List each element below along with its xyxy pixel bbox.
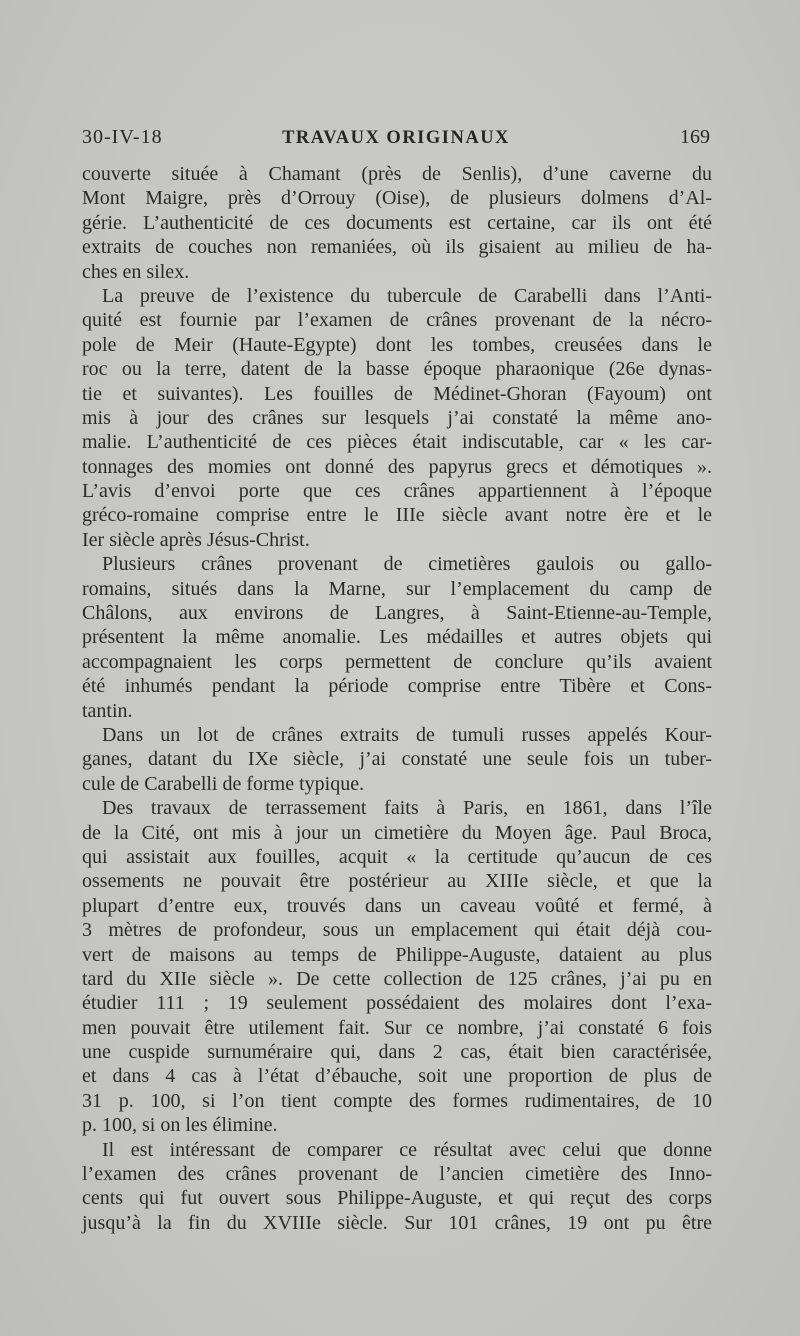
text-line: une cuspide surnuméraire qui, dans 2 cas, était bien caractérisée,	[82, 1041, 712, 1064]
text-line: p. 100, si on les élimine.	[82, 1114, 278, 1137]
text-line: quité est fournie par l’examen de crânes provenant de la nécro-	[82, 309, 712, 332]
text-line: couverte située à Chamant (près de Senlis), d’une caverne du	[82, 163, 712, 185]
text-line: gréco-romaine comprise entre le IIIe siècle avant notre ère et le	[82, 504, 712, 527]
text-line: étudier 111 ; 19 seulement possédaient des molaires dont l’exa-	[82, 992, 712, 1015]
text-line: plupart d’entre eux, trouvés dans un caveau voûté et fermé, à	[82, 894, 712, 917]
text-line: extraits de couches non remaniées, où ils gisaient au milieu de ha-	[82, 236, 712, 259]
text-line: Il est intéressant de comparer ce résultat avec celui que donne	[102, 1138, 712, 1161]
text-line: malie. L’authenticité de ces pièces était indiscutable, car « les car-	[82, 431, 712, 454]
header-section-title: TRAVAUX ORIGINAUX	[282, 128, 510, 148]
text-line: qui assistait aux fouilles, acquit « la certitude qu’aucun de ces	[82, 845, 712, 868]
page-number: 169	[680, 126, 710, 148]
text-line: cents qui fut ouvert sous Philippe-Auguste, et qui reçut des corps	[82, 1187, 712, 1210]
text-line: tard du XIIe siècle ». De cette collection de 125 crânes, j’ai pu en	[82, 967, 712, 990]
text-line: Châlons, aux environs de Langres, à Saint-Etienne-au-Temple,	[82, 602, 712, 625]
text-line: men pouvait être utilement fait. Sur ce nombre, j’ai constaté 6 fois	[82, 1016, 712, 1039]
text-line: roc ou la terre, datent de la basse époque pharaonique (26e dynas-	[82, 358, 712, 381]
running-header	[82, 126, 710, 156]
text-line: présentent la même anomalie. Les médailles et autres objets qui	[82, 626, 712, 649]
text-line: l’examen des crânes provenant de l’ancien cimetière des Inno-	[82, 1163, 712, 1186]
text-line: ganes, datant du IXe siècle, j’ai constaté une seule fois un tuber-	[82, 748, 712, 771]
text-line: La preuve de l’existence du tubercule de Carabelli dans l’Anti-	[102, 284, 712, 307]
text-line: ossements ne pouvait être postérieur au XIIIe siècle, et que la	[82, 870, 712, 893]
text-line: romains, situés dans la Marne, sur l’emplacement du camp de	[82, 577, 712, 600]
text-line: accompagnaient les corps permettent de conclure qu’ils avaient	[82, 650, 712, 673]
text-line: mis à jour des crânes sur lesquels j’ai constaté la même ano-	[82, 406, 712, 429]
text-line: tantin.	[82, 699, 133, 722]
text-line: jusqu’à la fin du XVIIIe siècle. Sur 101 crânes, 19 ont pu être	[82, 1211, 712, 1234]
text-line: Ier siècle après Jésus-Christ.	[82, 528, 310, 551]
text-line: pole de Meir (Haute-Egypte) dont les tombes, creusées dans le	[82, 333, 712, 356]
text-line: 31 p. 100, si l’on tient compte des formes rudimentaires, de 10	[82, 1089, 712, 1112]
text-line: Mont Maigre, près d’Orrouy (Oise), de plusieurs dolmens d’Al-	[82, 187, 712, 210]
text-line: 3 mètres de profondeur, sous un emplacement qui était déjà cou-	[82, 919, 712, 942]
text-line: été inhumés pendant la période comprise entre Tibère et Cons-	[82, 675, 712, 698]
text-line: Des travaux de terrassement faits à Paris, en 1861, dans l’île	[102, 797, 712, 820]
text-line: gérie. L’authenticité de ces documents est certaine, car ils ont été	[82, 211, 712, 234]
text-line: tie et suivantes). Les fouilles de Médinet-Ghoran (Fayoum) ont	[82, 382, 712, 405]
body-text	[82, 162, 712, 1235]
text-line: vert de maisons au temps de Philippe-Auguste, dataient au plus	[82, 943, 712, 966]
text-line: ches en silex.	[82, 260, 190, 283]
header-date-code: 30-IV-18	[82, 126, 163, 148]
text-line: tonnages des momies ont donné des papyrus grecs et démotiques ».	[82, 455, 712, 478]
text-line: de la Cité, ont mis à jour un cimetière du Moyen âge. Paul Broca,	[82, 821, 712, 844]
text-line: L’avis d’envoi porte que ces crânes appartiennent à l’époque	[82, 480, 712, 503]
text-line: cule de Carabelli de forme typique.	[82, 772, 365, 795]
text-line: et dans 4 cas à l’état d’ébauche, soit une proportion de plus de	[82, 1065, 712, 1088]
text-line: Plusieurs crânes provenant de cimetières gaulois ou gallo-	[102, 553, 712, 576]
text-line: Dans un lot de crânes extraits de tumuli russes appelés Kour-	[102, 723, 712, 746]
